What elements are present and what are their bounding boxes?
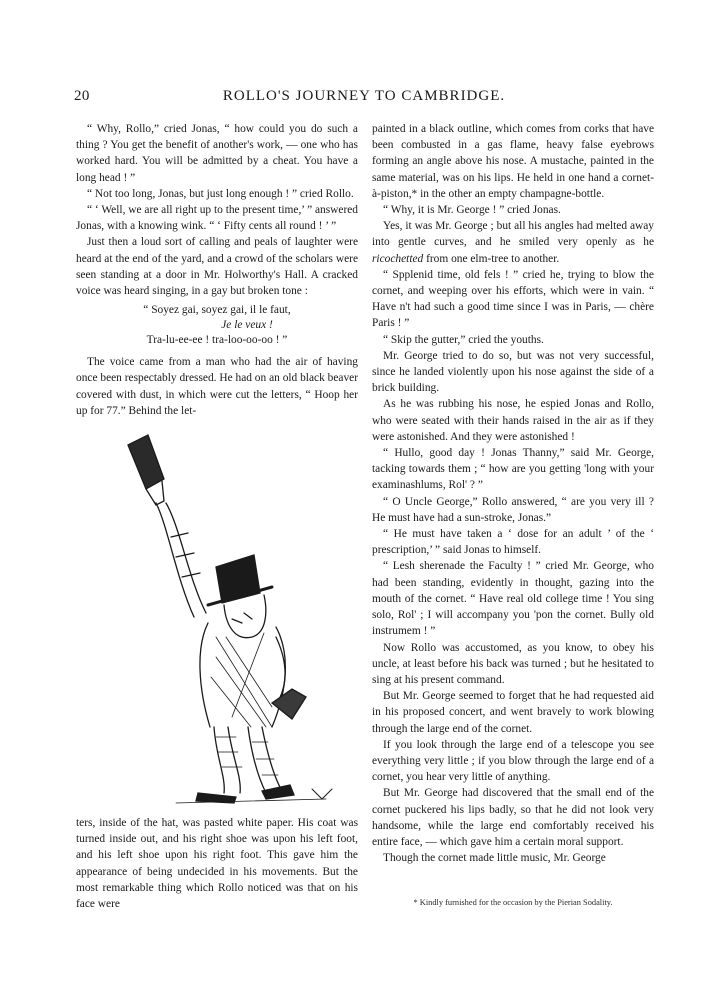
paragraph: “ Why, it is Mr. George ! ” cried Jonas. — [383, 204, 561, 217]
paragraph: “ Why, Rollo,” cried Jonas, “ how could you do such a thing ? You get the benefit of another's work, — one who has worked hard. You will be admitted by a cheat. You have a long head ! ” — [76, 123, 358, 184]
paragraph: “ Lesh sherenade the Faculty ! ” cried Mr. George, who had been standing, evidently in thought, gazing into the mouth of the cornet. “ Have real old college time ! You sing solo, Rol' ; I will accompany you 'pon the cornet. Bully old instrumem ! ” — [372, 560, 654, 638]
paragraph-continued: ters, inside of the hat, was pasted white paper. His coat was turned inside out, and his right shoe was upon his left foot, and his left shoe upon his right foot. This gave him the appearance of being undecided in his movements. But the most remarkable thing which Rollo noticed was that on his face were — [76, 817, 358, 911]
paragraph — [372, 218, 654, 267]
footnote: * Kindly furnished for the occasion by the Pierian Sodality. — [413, 898, 613, 907]
text-run: from one elm-tree to another. — [423, 252, 560, 265]
paragraph: Though the cornet made little music, Mr. George — [383, 852, 606, 865]
text-run: Yes, it was Mr. George ; but all his angles had melted away into gentle curves, and he smiled very openly as he — [372, 220, 654, 249]
running-header — [74, 88, 654, 105]
paragraph: painted in a black outline, which comes from corks that have been combusted in a gas flame, heavy false eyebrows forming an angle above his nose. A mustache, painted in the same material, was on his lips. He held in one hand a cornet-à-piston,* in the other an empty champagne-bottle. — [372, 123, 654, 200]
paragraph: As he was rubbing his nose, he espied Jonas and Rollo, who were seated with their hands raised in the air as if they were astonished. And they were astonished ! — [372, 398, 654, 443]
song-verse — [76, 303, 358, 348]
left-column — [76, 121, 358, 912]
illustration — [76, 427, 358, 809]
paragraph: Just then a loud sort of calling and peals of laughter were heard at the end of the yard, and a crowd of the scholars were seen standing at a door in Mr. Holworthy's Hall. A cracked voice was heard singing, in a gay but broken tone : — [76, 236, 358, 298]
paragraph: “ Skip the gutter,” cried the youths. — [383, 333, 544, 346]
paragraph: But Mr. George seemed to forget that he had requested aid in his proposed concert, and went bravely to work blowing through the large end of the cornet. — [372, 690, 654, 735]
italic-word: ricochetted — [372, 252, 424, 265]
paragraph: “ O Uncle George,” Rollo answered, “ are you very ill ? He must have had a sun-stroke, Jonas.” — [372, 495, 654, 524]
verse-line: Tra-lu-ee-ee ! tra-loo-oo-oo ! ” — [146, 334, 288, 347]
right-column — [372, 121, 654, 866]
paragraph: If you look through the large end of a telescope you see everything very little ; if you blow through the large end of a cornet, you hear very little of anything. — [372, 738, 654, 784]
verse-line: “ Soyez gai, soyez gai, il le faut, — [143, 304, 291, 317]
paragraph: “ ‘ Well, we are all right up to the present time,’ ” answered Jonas, with a knowing wink. “ ‘ Fifty cents all round ! ’ ” — [76, 204, 358, 233]
paragraph: Mr. George tried to do so, but was not very successful, since he landed violently upon his nose against the side of a brick building. — [372, 349, 654, 395]
paragraph: But Mr. George had discovered that the small end of the cornet puckered his lips badly, so that he did not look very handsome, while the large end comfortably received his entire face, — which gave him a certain moral support. — [372, 787, 654, 848]
paragraph: “ Spplenid time, old fels ! ” cried he, trying to blow the cornet, and weeping over his efforts, which were in vain. “ Have n't had such a good time since I was in Paris, — chère Paris ! ” — [372, 268, 654, 330]
paragraph: The voice came from a man who had the air of having once been respectably dressed. He had on an old black beaver covered with dust, in which were cut the letters, “ Hoop her up for 77.” Behind the let- — [76, 356, 358, 417]
paragraph: “ He must have taken a ‘ dose for an adult ’ of the ‘ prescription,’ ” said Jonas to himself. — [372, 528, 654, 557]
verse-line: Je le veux ! — [221, 319, 273, 332]
page-number: 20 — [74, 88, 90, 104]
running-title: ROLLO'S JOURNEY TO CAMBRIDGE. — [222, 88, 506, 104]
paragraph: Now Rollo was accustomed, as you know, to obey his uncle, at least before his back was turned ; but he hesitated to sing at his present command. — [372, 641, 654, 686]
bottle-icon — [128, 435, 164, 505]
paragraph: “ Hullo, good day ! Jonas Thanny,” said Mr. George, tacking towards them ; “ how are you getting 'long with your examinashlums, Rol' ? ” — [372, 447, 654, 492]
paragraph: “ Not too long, Jonas, but just long enough ! ” cried Rollo. — [87, 187, 354, 200]
